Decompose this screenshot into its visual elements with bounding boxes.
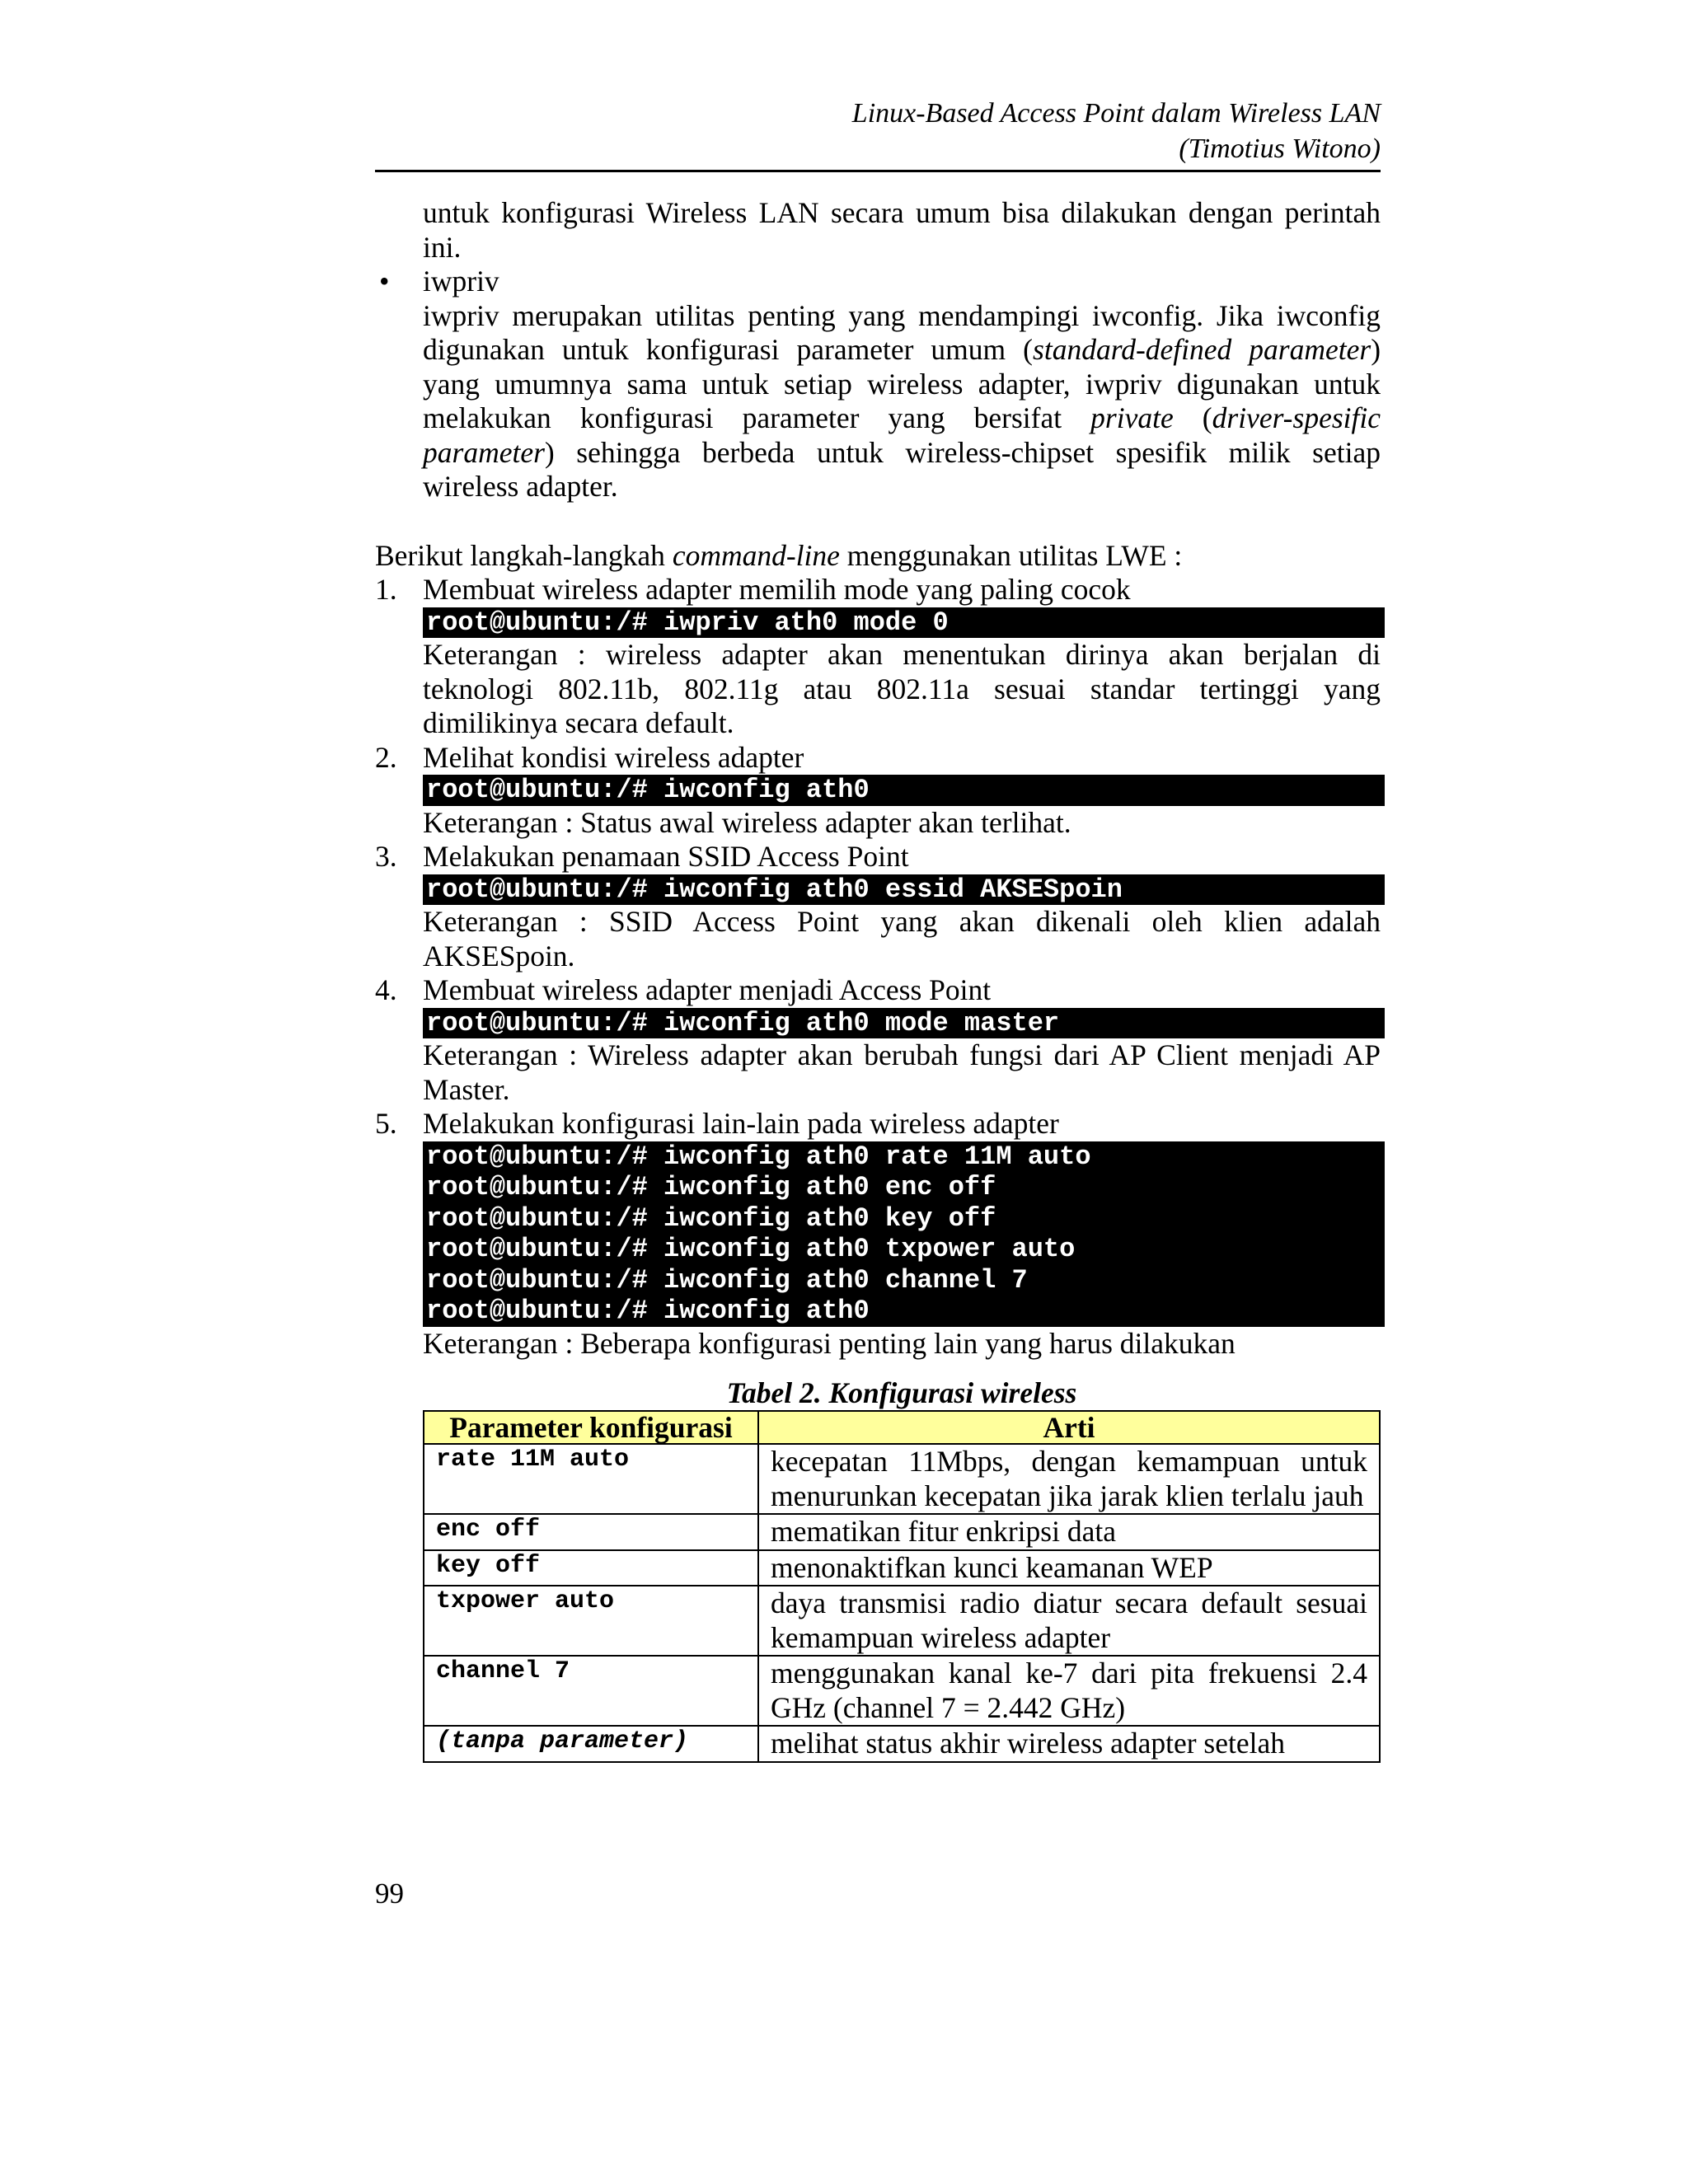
emphasis: standard-defined parameter bbox=[1033, 333, 1372, 366]
intro-continuation: untuk konfigurasi Wireless LAN secara umum bisa dilakukan dengan perintah ini. bbox=[423, 196, 1381, 264]
bullet-item-iwpriv bbox=[375, 265, 1381, 504]
table-body bbox=[424, 1444, 1380, 1762]
command-line: root@ubuntu:/# iwconfig ath0 key off bbox=[423, 1203, 1385, 1235]
meaning-cell: menonaktifkan kunci keamanan WEP bbox=[758, 1550, 1380, 1586]
step-note: Keterangan : SSID Access Point yang akan dikenali oleh klien adalah AKSESpoin. bbox=[423, 905, 1381, 972]
command-line: root@ubuntu:/# iwconfig ath0 channel 7 bbox=[423, 1265, 1385, 1296]
config-table bbox=[423, 1410, 1381, 1763]
step-title: Melihat kondisi wireless adapter bbox=[423, 740, 804, 774]
bullet-title: iwpriv bbox=[423, 265, 499, 298]
text-run: ( bbox=[1173, 401, 1212, 434]
step-title: Membuat wireless adapter menjadi Access Point bbox=[423, 973, 992, 1006]
table-caption: Tabel 2. Konfigurasi wireless bbox=[726, 1376, 1077, 1409]
step-title: Membuat wireless adapter memilih mode yang paling cocok bbox=[423, 573, 1131, 606]
text-run: ) sehingga berbeda untuk wireless-chipset spesifik milik setiap wireless adapter. bbox=[423, 435, 1381, 503]
body-content bbox=[375, 196, 1381, 1763]
step-item bbox=[375, 573, 1381, 741]
command-line: root@ubuntu:/# iwconfig ath0 rate 11M auto bbox=[423, 1141, 1385, 1173]
steps-list bbox=[375, 573, 1381, 1361]
step-number: 4. bbox=[375, 973, 397, 1006]
command-line: root@ubuntu:/# iwconfig ath0 mode master bbox=[423, 1008, 1385, 1039]
command-line: root@ubuntu:/# iwconfig ath0 bbox=[423, 1296, 1385, 1327]
spacer bbox=[375, 504, 1381, 539]
step-note: Keterangan : Status awal wireless adapter akan terlihat. bbox=[423, 805, 1071, 839]
text-run: menggunakan utilitas LWE : bbox=[839, 538, 1183, 572]
table-header-row bbox=[424, 1411, 1380, 1444]
parameter-cell: txpower auto bbox=[424, 1586, 758, 1656]
meaning-cell: melihat status akhir wireless adapter setelah bbox=[758, 1726, 1380, 1762]
text-run: ) yang umumnya sama untuk setiap wireless adapter, iwpriv digunakan untuk melakukan konfigurasi parameter yang bersifat bbox=[423, 333, 1381, 434]
step-note: Keterangan : Wireless adapter akan berubah fungsi dari AP Client menjadi AP Master. bbox=[423, 1038, 1381, 1106]
step-note: Keterangan : wireless adapter akan menentukan dirinya akan berjalan di teknologi 802.11b, 802.11g atau 802.11a sesuai standar tertinggi yang dimilikinya secara default. bbox=[423, 638, 1381, 739]
emphasis: private bbox=[1090, 401, 1174, 434]
step-item bbox=[375, 840, 1381, 973]
command-block bbox=[375, 1141, 1381, 1327]
text-run: iwpriv merupakan utilitas penting yang mendampingi iwconfig. Jika iwconfig digunakan untuk konfigurasi parameter umum ( bbox=[423, 298, 1381, 366]
running-header bbox=[375, 96, 1381, 166]
page-number: 99 bbox=[375, 1877, 404, 1910]
parameter-cell: key off bbox=[424, 1550, 758, 1586]
header-rule bbox=[375, 170, 1381, 172]
header-author: (Timotius Witono) bbox=[1179, 134, 1381, 164]
command-line: root@ubuntu:/# iwconfig ath0 bbox=[423, 775, 1385, 806]
steps-intro bbox=[375, 539, 1381, 574]
parameter-cell: channel 7 bbox=[424, 1656, 758, 1726]
step-item bbox=[375, 973, 1381, 1107]
table-row bbox=[424, 1726, 1380, 1762]
table-row bbox=[424, 1656, 1380, 1726]
parameter-cell: enc off bbox=[424, 1514, 758, 1550]
emphasis: command-line bbox=[672, 538, 840, 572]
step-number: 3. bbox=[375, 840, 397, 873]
table-row bbox=[424, 1550, 1380, 1586]
meaning-cell: mematikan fitur enkripsi data bbox=[758, 1514, 1380, 1550]
step-number: 2. bbox=[375, 740, 397, 774]
command-line: root@ubuntu:/# iwconfig ath0 essid AKSESpoin bbox=[423, 874, 1385, 906]
meaning-cell: menggunakan kanal ke-7 dari pita frekuensi 2.4 GHz (channel 7 = 2.442 GHz) bbox=[758, 1656, 1380, 1726]
header-title: Linux-Based Access Point dalam Wireless LAN bbox=[851, 98, 1381, 129]
command-line: root@ubuntu:/# iwconfig ath0 txpower auto bbox=[423, 1234, 1385, 1265]
table-row bbox=[424, 1586, 1380, 1656]
table-row bbox=[424, 1514, 1380, 1550]
meaning-cell: kecepatan 11Mbps, dengan kemampuan untuk menurunkan kecepatan jika jarak klien terlalu jauh bbox=[758, 1444, 1380, 1514]
meaning-cell: daya transmisi radio diatur secara default sesuai kemampuan wireless adapter bbox=[758, 1586, 1380, 1656]
command-block bbox=[375, 607, 1381, 639]
step-item bbox=[375, 1107, 1381, 1361]
step-number: 1. bbox=[375, 573, 397, 606]
emphasis: driver-spesific parameter bbox=[423, 401, 1381, 469]
text-run: Berikut langkah-langkah bbox=[375, 538, 673, 572]
command-block bbox=[375, 775, 1381, 806]
step-note: Keterangan : Beberapa konfigurasi penting lain yang harus dilakukan bbox=[423, 1326, 1236, 1360]
step-title: Melakukan penamaan SSID Access Point bbox=[423, 840, 909, 873]
bullet-paragraph bbox=[423, 299, 1381, 504]
command-line: root@ubuntu:/# iwpriv ath0 mode 0 bbox=[423, 607, 1385, 639]
column-header-parameter: Parameter konfigurasi bbox=[424, 1411, 758, 1444]
step-number: 5. bbox=[375, 1107, 397, 1140]
parameter-cell: (tanpa parameter) bbox=[424, 1726, 758, 1762]
parameter-cell: rate 11M auto bbox=[424, 1444, 758, 1514]
table-row bbox=[424, 1444, 1380, 1514]
step-item bbox=[375, 741, 1381, 841]
step-title: Melakukan konfigurasi lain-lain pada wireless adapter bbox=[423, 1107, 1059, 1140]
column-header-meaning: Arti bbox=[758, 1411, 1380, 1444]
command-block bbox=[375, 874, 1381, 906]
command-block bbox=[375, 1008, 1381, 1039]
command-line: root@ubuntu:/# iwconfig ath0 enc off bbox=[423, 1172, 1385, 1203]
bullet-icon: • bbox=[379, 265, 390, 298]
